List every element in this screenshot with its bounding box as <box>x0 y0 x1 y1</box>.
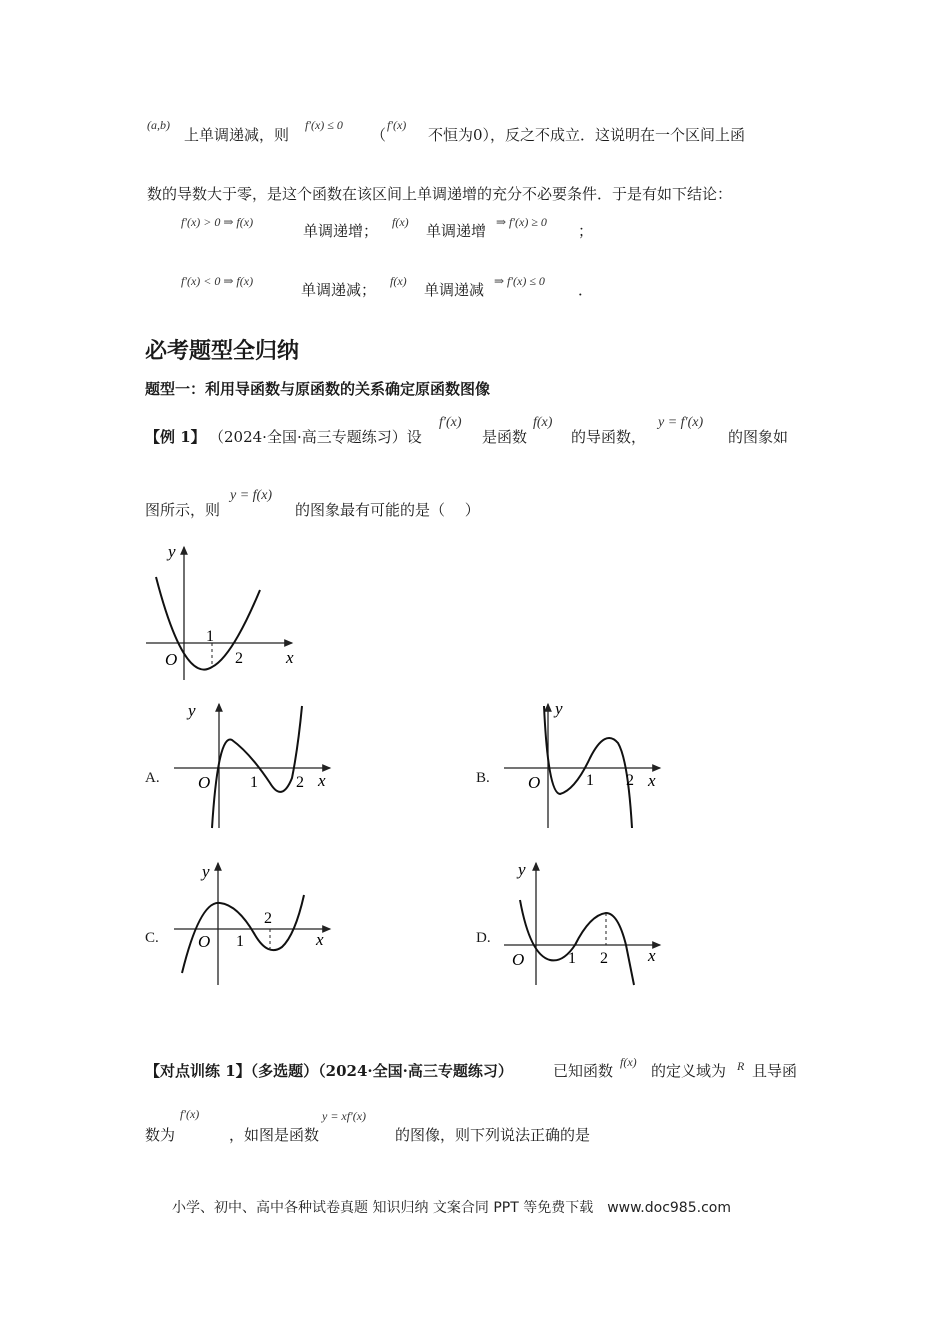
option-d-graph[interactable] <box>500 855 670 990</box>
option-b-curve <box>544 706 632 828</box>
conclusion2-math3: ⇒ f′(x) ≤ 0 <box>494 274 545 288</box>
training1-text5: ，如图是函数 <box>229 1126 320 1144</box>
example1-text3: 的图象如 <box>728 428 789 446</box>
conclusion2-math1: f′(x) < 0 ⇒ f(x) <box>181 274 254 288</box>
training1-text6: 的图像，则下列说法正确的是 <box>395 1126 591 1144</box>
paren-open: （ <box>371 126 387 144</box>
math-fprime-le0: f′(x) ≤ 0 <box>305 118 343 132</box>
example1-text1: 是函数 <box>482 428 528 446</box>
option-d-curve <box>520 900 634 985</box>
tick-2-label: 2 <box>600 950 608 967</box>
conclusion2-text3: ． <box>578 281 594 299</box>
training1-tag: 【对点训练 1】（多选题）（2024·全国·高三专题练习） <box>145 1062 513 1080</box>
training1-text2: 的定义域为 <box>651 1062 727 1080</box>
conclusion2-text1: 单调递减； <box>301 281 377 299</box>
x-label: x <box>316 930 324 949</box>
tick-1-label: 1 <box>250 774 258 791</box>
training1-math2: R <box>737 1059 745 1073</box>
y-label: y <box>202 862 210 881</box>
example1-text2: 的导函数， <box>571 428 647 446</box>
interval-ab: (a,b) <box>147 118 170 132</box>
x-label: x <box>648 771 656 790</box>
example1-math3: y = f′(x) <box>658 415 704 430</box>
tick-2-label: 2 <box>296 774 304 791</box>
conclusion1-math1: f′(x) > 0 ⇒ f(x) <box>181 215 254 229</box>
y-label: y <box>555 699 563 718</box>
tick-1-label: 1 <box>586 772 594 789</box>
option-a-label[interactable]: A. <box>145 770 160 786</box>
training1-math4: y = xf′(x) <box>322 1109 367 1123</box>
option-a-curve <box>212 706 302 828</box>
math-fprime: f′(x) <box>387 118 407 132</box>
option-b-label[interactable]: B. <box>476 770 490 786</box>
origin-label: O <box>198 932 211 951</box>
y-label: y <box>168 542 176 561</box>
tick-1-label: 1 <box>206 628 214 645</box>
training1-text3: 且导函 <box>752 1062 798 1080</box>
origin-label: O <box>528 773 541 792</box>
example1-tag: 【例 1】 <box>145 428 206 446</box>
training1-math3: f′(x) <box>180 1107 200 1121</box>
tick-1-label: 1 <box>236 933 244 950</box>
derivative-graph <box>140 535 310 685</box>
option-b-graph[interactable] <box>500 698 670 833</box>
option-c-graph[interactable] <box>170 855 340 990</box>
footer: 小学、初中、高中各种试卷真题 知识归纳 文案合同 PPT 等免费下载 www.doc985.com <box>172 1200 731 1216</box>
tick-2-label: 2 <box>235 650 243 667</box>
option-a-graph[interactable] <box>170 698 340 833</box>
conclusion1-math2: f(x) <box>392 215 409 229</box>
text-line1-b: 不恒为0），反之不成立．这说明在一个区间上函 <box>428 126 746 144</box>
example1-math1: f′(x) <box>439 415 462 430</box>
conclusion1-math3: ⇒ f′(x) ≥ 0 <box>496 215 547 229</box>
example1-text4: 图所示，则 <box>145 501 221 519</box>
origin-label: O <box>512 950 525 969</box>
example1-source: （2024·全国·高三专题练习）设 <box>209 428 422 446</box>
training1-text4: 数为 <box>145 1126 176 1144</box>
origin-label: O <box>198 773 211 792</box>
y-label: y <box>188 701 196 720</box>
example1-text5: 的图象最有可能的是（ ） <box>295 501 480 519</box>
example1-math4: y = f(x) <box>230 488 273 503</box>
origin-label: O <box>165 650 178 669</box>
x-label: x <box>318 771 326 790</box>
conclusion1-text1: 单调递增； <box>303 222 379 240</box>
training1-math1: f(x) <box>620 1055 637 1069</box>
training1-text1: 已知函数 <box>553 1062 614 1080</box>
type1-title: 题型一：利用导函数与原函数的关系确定原函数图像 <box>145 380 491 398</box>
section-title: 必考题型全归纳 <box>145 339 300 364</box>
conclusion1-text3: ； <box>578 222 594 240</box>
text-line1-a: 上单调递减，则 <box>184 126 290 144</box>
y-label: y <box>518 860 526 879</box>
tick-2-label: 2 <box>626 772 634 789</box>
x-label: x <box>286 648 294 667</box>
option-d-label[interactable]: D. <box>476 930 491 946</box>
conclusion1-text2: 单调递增 <box>426 222 487 240</box>
tick-2-label: 2 <box>264 910 272 927</box>
x-label: x <box>648 946 656 965</box>
conclusion2-math2: f(x) <box>390 274 407 288</box>
option-c-label[interactable]: C. <box>145 930 159 946</box>
tick-1-label: 1 <box>568 950 576 967</box>
text-line2: 数的导数大于零，是这个函数在该区间上单调递增的充分不必要条件．于是有如下结论： <box>147 185 733 203</box>
example1-math2: f(x) <box>533 415 553 430</box>
conclusion2-text2: 单调递减 <box>424 281 485 299</box>
